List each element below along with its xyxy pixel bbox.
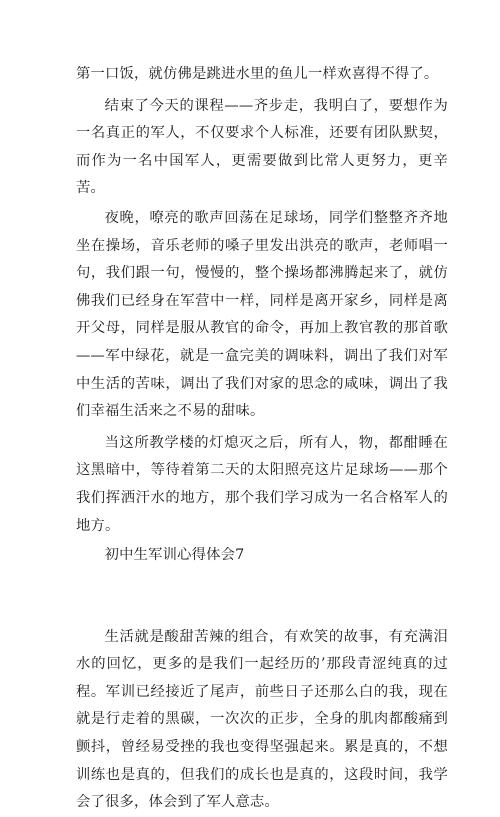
paragraph-continuation: 第一口饭，就仿佛是跳进水里的鱼儿一样欢喜得不得了。 (76, 66, 439, 82)
paragraph-life-reflection: 生活就是酸甜苦辣的组合，有欢笑的故事，有充满泪水的回忆，更多的是我们一起经历的’那段青涩纯真的过程。军训已经接近了尾声，前些日子还那么白的我，现在就是行走着的黑碳，一次次的正步，全身的肌肉都酸痛到颤抖，曾经易受挫的我也变得坚强起来。累是真的，不想训练也是真的，但我们的成长也是真的，这段时间，我学会了很多，体会到了军人意志。 (76, 628, 448, 811)
paragraph-night-singing: 夜晚，嘹亮的歌声回荡在足球场，同学们整整齐齐地坐在操场，音乐老师的嗓子里发出洪亮的歌声，老师唱一句，我们跟一句，慢慢的，整个操场都沸腾起来了，就仿佛我们已经身在军营中一样，同样是离开家乡，同样是离开父母，同样是服从教官的命令，再加上教官教的那首歌——军中绿花，就是一盒完美的调味料，调出了我们对军中生活的苦味，调出了我们对家的思念的咸味，调出了我们幸福生活来之不易的甜味。 (76, 209, 448, 420)
blank-gap (76, 570, 448, 624)
paragraph-lights-out: 当这所教学楼的灯熄灭之后，所有人，物，都酣睡在这黑暗中，等待着第二天的太阳照亮这片足球场——那个我们挥洒汗水的地方，那个我们学习成为一名合格军人的地方。 (76, 434, 448, 534)
section-heading: 初中生军训心得体会7 (104, 547, 245, 564)
paragraph-drill-lesson: 结束了今天的课程——齐步走，我明白了，要想作为一名真正的军人，不仅要求个人标准，还要有团队默契，而作为一名中国军人，更需要做到比常人更努力，更辛苦。 (76, 97, 448, 197)
